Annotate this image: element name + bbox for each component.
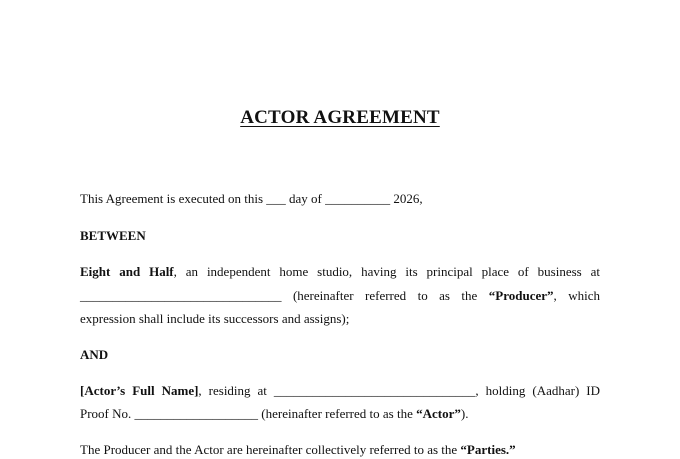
actor-para-line-2 xyxy=(80,406,600,422)
between-heading xyxy=(80,228,600,244)
parties-para xyxy=(80,442,600,458)
actor-name: [Actor’s Full Name] xyxy=(80,383,199,398)
actor-line1-mid: , residing at xyxy=(198,383,267,398)
producer-para-line-1 xyxy=(80,264,600,280)
document-title: ACTOR AGREEMENT xyxy=(240,107,440,128)
actor-line2-end: ). xyxy=(460,406,469,421)
actor-line2-start: Proof No. ___________________ (hereinafter referred to as the xyxy=(80,406,417,421)
actor-term: “Actor” xyxy=(416,406,461,421)
and-heading xyxy=(80,347,600,363)
and-heading-text: AND xyxy=(80,347,109,362)
parties-text: The Producer and the Actor are hereinafter collectively referred to as the xyxy=(80,442,461,457)
actor-para-line-1 xyxy=(80,383,600,399)
parties-term: “Parties.” xyxy=(460,442,516,457)
producer-address-blank: _______________________________ xyxy=(80,288,282,303)
producer-name: Eight and Half xyxy=(80,264,174,279)
between-heading-text: BETWEEN xyxy=(80,228,146,243)
producer-line1-rest: , an independent home studio, having its principal place of business at xyxy=(173,264,600,279)
actor-address-blank: _______________________________ xyxy=(273,383,476,398)
producer-line2-mid: (hereinafter referred to as the xyxy=(292,288,478,303)
actor-line1-end: , holding (Aadhar) ID xyxy=(475,383,600,398)
producer-line2-end: , which xyxy=(553,288,600,303)
producer-para-line-2 xyxy=(80,288,600,304)
producer-para-line-3: expression shall include its successors and assigns); xyxy=(80,311,350,326)
producer-term: “Producer” xyxy=(488,288,554,303)
execution-line: This Agreement is executed on this ___ day of __________ 2026, xyxy=(80,191,423,206)
